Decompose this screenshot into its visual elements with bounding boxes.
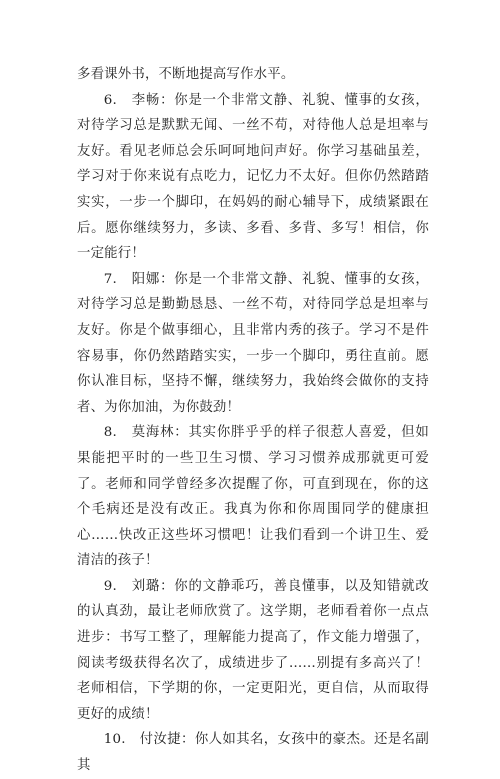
- paragraph-intro-continuation: 多看课外书，不断地提高写作水平。: [77, 67, 295, 82]
- paragraph-comment-6: 6. 李畅：你是一个非常文静、礼貌、懂事的女孩，对待学习总是默默无闻、一丝不苟，对待他人总是坦率与友好。看见老师总会乐呵呵地问声好。你学习基础虽差，学习对于你来说有点吃力，记忆力不太好。但你仍然踏踏实实，一步一个脚印，在妈妈的耐心辅导下，成绩紧跟在后。愿你继续努力，多读、多看、多背、多写！相信，你一定能行！: [77, 92, 429, 262]
- paragraph-comment-7: 7. 阳娜：你是一个非常文静、礼貌、懂事的女孩，对待学习总是勤勤恳恳、一丝不苟，对待同学总是坦率与友好。你是个做事细心，且非常内秀的孩子。学习不是件容易事，你仍然踏踏实实，一步一个脚印，勇往直前。愿你认准目标，坚持不懈，继续努力，我始终会做你的支持者、为你加油，为你鼓劲！: [77, 271, 429, 415]
- paragraph-comment-9: 9. 刘璐：你的文静乖巧，善良懂事，以及知错就改的认真劲，最让老师欣赏了。这学期，老师看着你一点点进步：书写工整了，理解能力提高了，作文能力增强了，阅读考级获得名次了，成绩进步了……别提有多高兴了！老师相信，下学期的你，一定更阳光，更自信，从而取得更好的成绩！: [77, 578, 429, 722]
- paragraph-comment-8: 8. 莫海林：其实你胖乎乎的样子很惹人喜爱，但如果能把平时的一些卫生习惯、学习习惯养成那就更可爱了。老师和同学曾经多次提醒了你，可直到现在，你的这个毛病还是没有改正。我真为你和你周围同学的健康担心……快改正这些坏习惯吧！让我们看到一个讲卫生、爱清洁的孩子！: [77, 425, 429, 569]
- paragraph-comment-10: 10. 付汝捷：你人如其名，女孩中的豪杰。还是名副其: [77, 732, 429, 774]
- document-body: [77, 62, 429, 779]
